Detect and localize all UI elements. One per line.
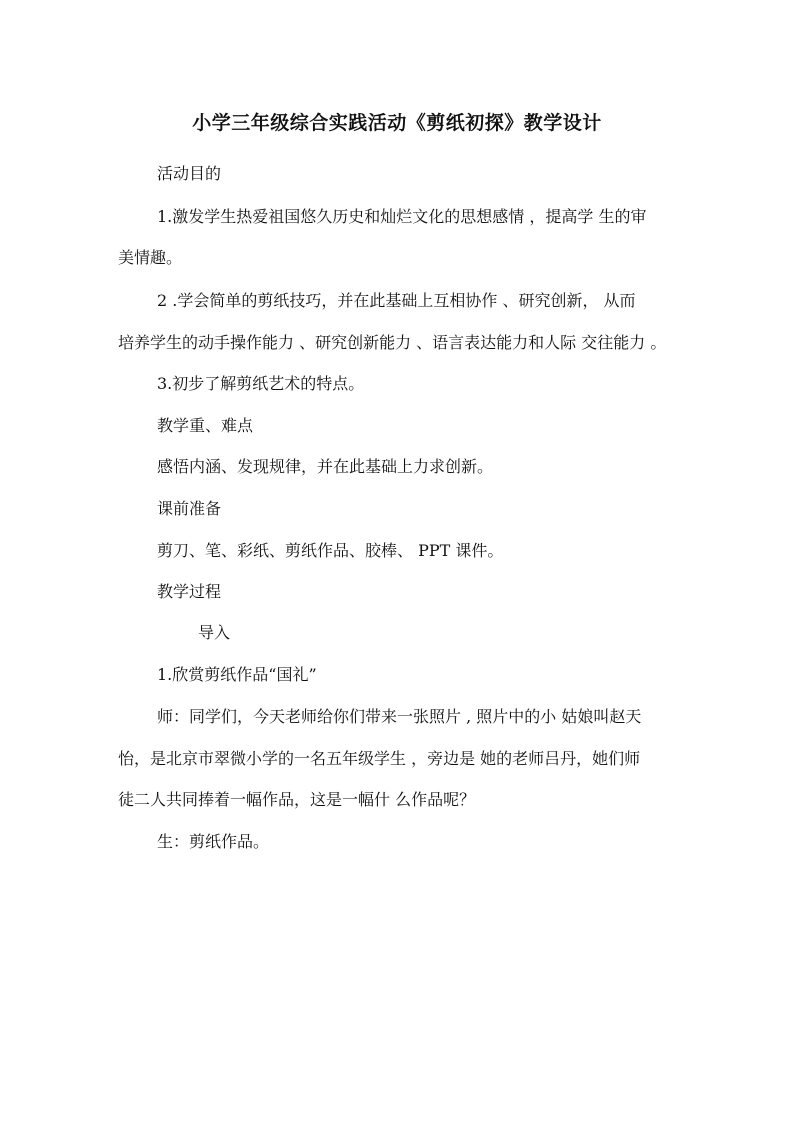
paragraph-line: 1.激发学生热爱祖国悠久历史和灿烂文化的思想感情 ，提高学 生的审 [157, 207, 647, 226]
paragraph-line: 徒二人共同捧着一幅作品，这是一幅什 么作品呢？ [118, 790, 476, 809]
paragraph-line: 师：同学们，今天老师给你们带来一张照片 , 照片中的小 姑娘叫赵天 [157, 707, 642, 726]
paragraph-line: 2 .学会简单的剪纸技巧，并在此基础上互相协作 、研究创新， 从而 [157, 291, 636, 310]
paragraph-line: 生：剪纸作品。 [157, 832, 270, 851]
paragraph-line: 美情趣。 [118, 248, 183, 267]
document-title: 小学三年级综合实践活动《剪纸初探》教学设计 [192, 112, 602, 134]
paragraph-line: 感悟内涵、发现规律，并在此基础上力求创新。 [157, 457, 494, 476]
paragraph-line: 培养学生的动手操作能力 、研究创新能力 、语言表达能力和人际 交往能力 。 [118, 333, 667, 352]
heading-teaching-process: 教学过程 [157, 582, 222, 601]
heading-activity-goals: 活动目的 [157, 164, 222, 183]
paragraph-line: 3.初步了解剪纸艺术的特点。 [157, 374, 365, 393]
paragraph-line: 剪刀、笔、彩纸、剪纸作品、胶棒、 PPT 课件。 [157, 541, 504, 560]
heading-key-points: 教学重、难点 [157, 416, 254, 435]
subheading-intro: 导入 [198, 623, 231, 642]
heading-preparation: 课前准备 [157, 499, 222, 518]
paragraph-line: 怡，是北京市翠微小学的一名五年级学生 ，旁边是 她的老师吕丹，她们师 [118, 749, 641, 768]
paragraph-line: 1.欣赏剪纸作品“国礼” [157, 665, 317, 684]
